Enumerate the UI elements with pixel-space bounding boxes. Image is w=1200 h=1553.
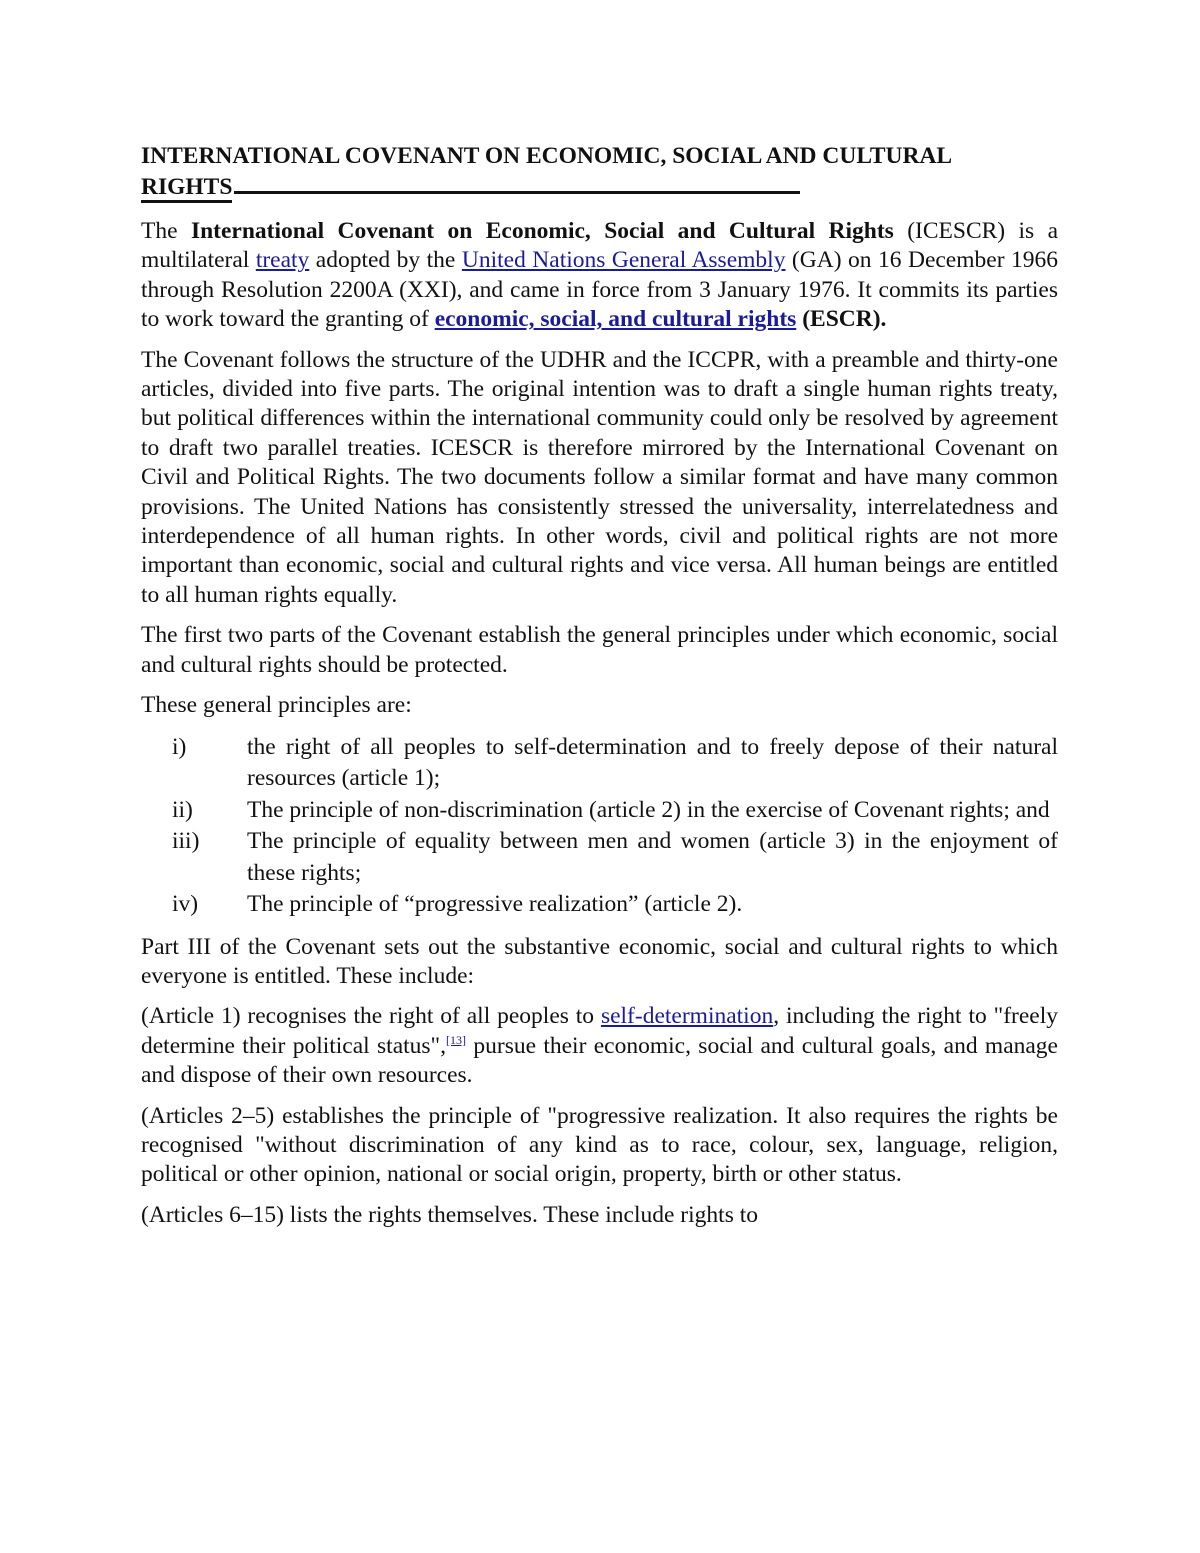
title-underline xyxy=(234,191,800,194)
list-item xyxy=(141,795,1058,827)
text: (GA) on 16 December 1966 through Resolution 2200A (XXI), and came in force from 3 January 1976. It commits its parties to work toward the granting of xyxy=(141,247,1059,333)
document-page xyxy=(141,141,1058,1241)
list-item xyxy=(141,889,1058,921)
un-general-assembly-link[interactable]: United Nations General Assembly xyxy=(461,247,786,274)
list-text: The principle of non-discrimination (article 2) in the exercise of Covenant rights; and xyxy=(247,796,1050,823)
parts-paragraph: The first two parts of the Covenant establish the general principles under which economic, social and cultural rights should be protected. xyxy=(141,622,1058,678)
reference-13-link[interactable]: [13] xyxy=(446,1032,467,1047)
list-number: ii) xyxy=(172,796,193,823)
intro-paragraph xyxy=(141,217,1058,335)
title-line-2: RIGHTS xyxy=(141,174,232,203)
articles-6-15-paragraph: (Articles 6–15) lists the rights themselves. These include rights to xyxy=(141,1201,758,1228)
list-number: i) xyxy=(172,733,187,760)
text: pursue their economic, social and cultural goals, and manage and dispose of their own resources. xyxy=(141,1032,1058,1089)
self-determination-link[interactable]: self-determination xyxy=(600,1003,774,1030)
text: , including the right to "freely determine their political status", xyxy=(141,1003,1058,1059)
text: The xyxy=(141,218,191,244)
list-item xyxy=(141,732,1058,795)
covenant-name: International Covenant on Economic, Social and Cultural Rights xyxy=(190,218,894,244)
list-number: iii) xyxy=(172,828,200,854)
articles-2-5-paragraph: (Articles 2–5) establishes the principle of "progressive realization. It also requires the rights be recognised "without discrimination of any kind as to race, colour, sex, language, religion, political or other opinion, national or social origin, property, birth or other status. xyxy=(141,1102,1058,1188)
list-text: The principle of “progressive realization” (article 2). xyxy=(247,891,743,917)
list-number: iv) xyxy=(172,891,199,917)
principles-heading: These general principles are: xyxy=(141,692,412,719)
title-line-1: INTERNATIONAL COVENANT ON ECONOMIC, SOCIAL AND CULTURAL xyxy=(141,143,953,169)
article-1-paragraph xyxy=(141,1002,1058,1090)
text: (ESCR). xyxy=(796,306,887,333)
list-text: the right of all peoples to self-determination and to freely depose of their natural resources (article 1); xyxy=(247,733,1058,791)
text: (ICESCR) is a multilateral xyxy=(141,218,1059,274)
text: (Article 1) recognises the right of all peoples to xyxy=(141,1003,601,1030)
text: adopted by the xyxy=(309,247,462,274)
document-title xyxy=(141,141,1058,203)
escr-link[interactable]: economic, social, and cultural rights xyxy=(434,306,797,333)
part-three-paragraph: Part III of the Covenant sets out the substantive economic, social and cultural rights to which everyone is entitled. These include: xyxy=(141,933,1058,989)
principles-list xyxy=(141,732,1058,921)
list-text: The principle of equality between men and women (article 3) in the enjoyment of these rights; xyxy=(247,828,1058,886)
list-item xyxy=(141,826,1058,889)
treaty-link[interactable]: treaty xyxy=(255,247,310,274)
structure-paragraph: The Covenant follows the structure of the UDHR and the ICCPR, with a preamble and thirty-one articles, divided into five parts. The original intention was to draft a single human rights treaty, but political differences within the international community could only be resolved by agreement to draft two parallel treaties. ICESCR is therefore mirrored by the International Covenant on Civil and Political Rights. The two documents follow a similar format and have many common provisions. The United Nations has consistently stressed the universality, interrelatedness and interdependence of all human rights. In other words, civil and political rights are not more important than economic, social and cultural rights and vice versa. All human beings are entitled to all human rights equally. xyxy=(141,346,1058,608)
